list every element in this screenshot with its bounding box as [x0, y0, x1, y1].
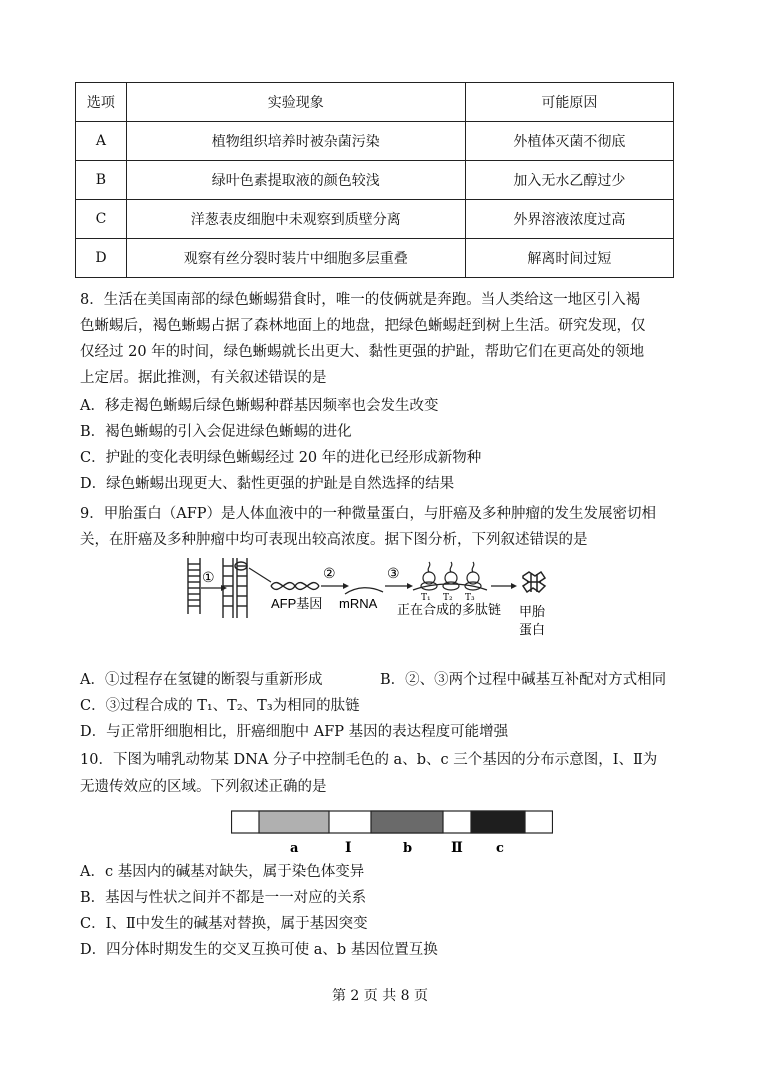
protein-label-2: 蛋白	[519, 622, 546, 637]
q10-option-a: A．c 基因内的碱基对缺失，属于染色体变异	[80, 864, 365, 880]
arrowhead-icon	[407, 583, 413, 589]
header-option: 选项	[76, 83, 127, 122]
t3-label: T₃	[465, 593, 475, 603]
table-cell: 观察有丝分裂时装片中细胞多层重叠	[126, 239, 465, 278]
table-row	[76, 200, 674, 239]
header-phenomenon: 实验现象	[126, 83, 465, 122]
arrow-icon	[249, 568, 271, 582]
q8-stem-line: 仅经过 20 年的时间，绿色蜥蜴就长出更大、黏性更强的护趾，帮助它们在更高处的领地	[80, 344, 645, 360]
table-row	[76, 122, 674, 161]
gene-c-segment	[471, 811, 525, 833]
protein-label-1: 甲胎	[519, 604, 546, 619]
q10-option-c: C．Ⅰ、Ⅱ中发生的碱基对替换，属于基因突变	[80, 916, 368, 932]
step-3-label: ③	[387, 566, 400, 582]
table-cell: 加入无水乙醇过少	[465, 161, 673, 200]
q8-option-c: C．护趾的变化表明绿色蜥蜴经过 20 年的进化已经形成新物种	[80, 450, 482, 466]
table-row	[76, 239, 674, 278]
mrna-label: mRNA	[339, 596, 378, 611]
gene-a-segment	[259, 811, 329, 833]
q10-option-b: B．基因与性状之间并不都是一一对应的关系	[80, 890, 367, 906]
folded-protein-icon	[523, 572, 545, 592]
step-2-label: ②	[323, 566, 336, 582]
q9-option-b: B．②、③两个过程中碱基互补配对方式相同	[380, 672, 667, 688]
q9-option-a: A．①过程存在氢键的断裂与重新形成	[80, 672, 323, 688]
q10-stem-line: 无遗传效应的区域。下列叙述正确的是	[80, 779, 327, 795]
q8-stem-line: 上定居。据此推测，有关叙述错误的是	[80, 370, 327, 386]
q10-stem-line: 10．下图为哺乳动物某 DNA 分子中控制毛色的 a、b、c 三个基因的分布示意图，Ⅰ、Ⅱ为	[80, 752, 658, 768]
q9-option-d: D．与正常肝细胞相比，肝癌细胞中 AFP 基因的表达程度可能增强	[80, 724, 509, 740]
table-cell: 外植体灭菌不彻底	[465, 122, 673, 161]
arrowhead-icon	[511, 583, 517, 589]
q9-stem-line: 9．甲胎蛋白（AFP）是人体血液中的一种微量蛋白，与肝癌及多种肿瘤的发生发展密切相	[80, 506, 657, 522]
q9-option-c: C．③过程合成的 T₁、T₂、T₃为相同的肽链	[80, 698, 360, 714]
arrowhead-icon	[343, 583, 349, 589]
header-reason: 可能原因	[465, 83, 673, 122]
table-row	[76, 161, 674, 200]
gene-a-label: a	[290, 841, 299, 856]
q10-option-d: D．四分体时期发生的交叉互换可使 a、b 基因位置互换	[80, 942, 438, 958]
q8-option-b: B．褐色蜥蜴的引入会促进绿色蜥蜴的进化	[80, 424, 352, 440]
dna-ladder-icon	[188, 558, 200, 614]
table-cell: 解离时间过短	[465, 239, 673, 278]
double-helix-icon	[271, 583, 319, 590]
table-cell: B	[76, 161, 127, 200]
afp-expression-diagram	[185, 556, 565, 642]
q8-stem-line: 色蜥蜴后，褐色蜥蜴占据了森林地面上的地盘，把绿色蜥蜴赶到树上生活。研究发现，仅	[80, 318, 646, 334]
t2-label: T₂	[443, 593, 453, 603]
table-cell: 洋葱表皮细胞中未观察到质壁分离	[126, 200, 465, 239]
page-number: 第 2 页 共 8 页	[331, 988, 429, 1004]
region-1-label: Ⅰ	[345, 840, 352, 856]
table-cell: D	[76, 239, 127, 278]
region-2-label: Ⅱ	[451, 840, 463, 856]
q9-stem-line: 关，在肝癌及多种肿瘤中均可表现出较高浓度。据下图分析，下列叙述错误的是	[80, 532, 588, 548]
gene-c-label: c	[496, 841, 504, 856]
table-header-row	[76, 83, 674, 122]
q8-option-a: A．移走褐色蜥蜴后绿色蜥蜴种群基因频率也会发生改变	[80, 398, 439, 414]
q8-stem-line: 8．生活在美国南部的绿色蜥蜴猎食时，唯一的伎俩就是奔跑。当人类给这一地区引入褐	[80, 292, 641, 308]
mrna-strand-icon	[345, 588, 383, 594]
table-cell: A	[76, 122, 127, 161]
t1-label: T₁	[421, 593, 431, 603]
experiment-table	[75, 82, 674, 278]
table-cell: 植物组织培养时被杂菌污染	[126, 122, 465, 161]
gene-b-segment	[371, 811, 443, 833]
table-cell: 绿叶色素提取液的颜色较浅	[126, 161, 465, 200]
peptide-label: 正在合成的多肽链	[397, 602, 502, 617]
ribosome-icon	[413, 562, 487, 590]
dna-gene-map	[231, 810, 553, 858]
afp-gene-label: AFP基因	[271, 596, 323, 611]
table-cell: 外界溶液浓度过高	[465, 200, 673, 239]
step-1-label: ①	[202, 570, 215, 586]
gene-b-label: b	[403, 841, 413, 856]
q8-option-d: D．绿色蜥蜴出现更大、黏性更强的护趾是自然选择的结果	[80, 476, 455, 492]
table-cell: C	[76, 200, 127, 239]
